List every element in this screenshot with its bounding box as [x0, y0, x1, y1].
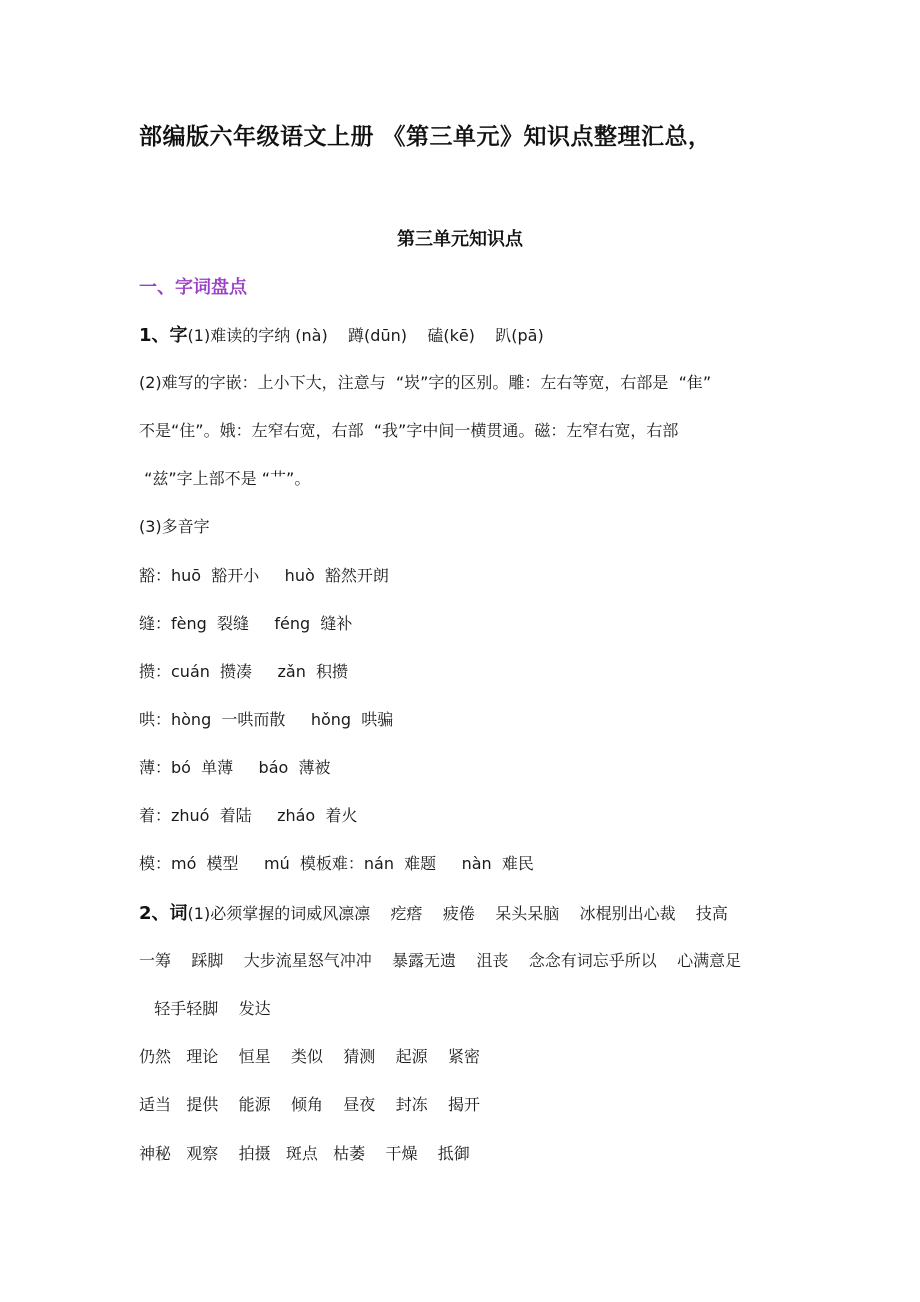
polyphone-item: 哄：hòng 一哄而散 hǒng 哄骗: [139, 710, 394, 729]
polyphone-item: 模：mó 模型 mú 模板难：nán 难题 nàn 难民: [139, 854, 534, 873]
ci-line-4: 仍然 理论 恒星 类似 猜测 起源 紧密: [139, 1047, 480, 1066]
polyphone-item: 缝：fèng 裂缝 féng 缝补: [139, 614, 353, 633]
polyphone-item: 攒：cuán 攒凑 zǎn 积攒: [139, 662, 349, 681]
ci-line-3: 轻手轻脚 发达: [139, 999, 271, 1018]
ci-line-5: 适当 提供 能源 倾角 昼夜 封冻 揭开: [139, 1095, 480, 1114]
zi-line-5: (3)多音字: [139, 517, 210, 536]
polyphone-item: 豁：huō 豁开小 huò 豁然开朗: [139, 566, 389, 585]
zi-line-1: [139, 321, 544, 347]
zi-lead: 1、字: [139, 325, 188, 346]
zi-line-3: 不是“住”。娥：左窄右宽，右部 “我”字中间一横贯通。磁：左窄右宽，右部: [139, 421, 679, 440]
zi-line-2: (2)难写的字嵌：上小下大，注意与 “崁”字的区别。雕：左右等宽，右部是 “隹”: [139, 373, 712, 392]
ci-must-master: (1)必须掌握的词威风凛凛 疙瘩 疲倦 呆头呆脑 冰棍别出心裁 技高: [187, 904, 728, 923]
zi-line-4: “兹”字上部不是 “艹”。: [139, 469, 311, 488]
ci-line-1: [139, 899, 728, 925]
document-title: 部编版六年级语文上册 《第三单元》知识点整理汇总，: [139, 124, 712, 150]
zi-hard-to-read: (1)难读的字纳 (nà) 蹲(dūn) 磕(kē) 趴(pā): [187, 326, 544, 345]
polyphone-item: 薄：bó 单薄 báo 薄被: [139, 758, 331, 777]
ci-line-2: 一筹 踩脚 大步流星怒气冲冲 暴露无遗 沮丧 念念有词忘乎所以 心满意足: [139, 951, 742, 970]
ci-lead: 2、词: [139, 903, 188, 924]
part-heading-word-review: 一、字词盘点: [139, 277, 247, 298]
ci-line-6: 神秘 观察 拍摄 斑点 枯萎 干燥 抵御: [139, 1144, 470, 1163]
section-title: 第三单元知识点: [397, 229, 523, 250]
polyphone-item: 着：zhuó 着陆 zháo 着火: [139, 806, 358, 825]
